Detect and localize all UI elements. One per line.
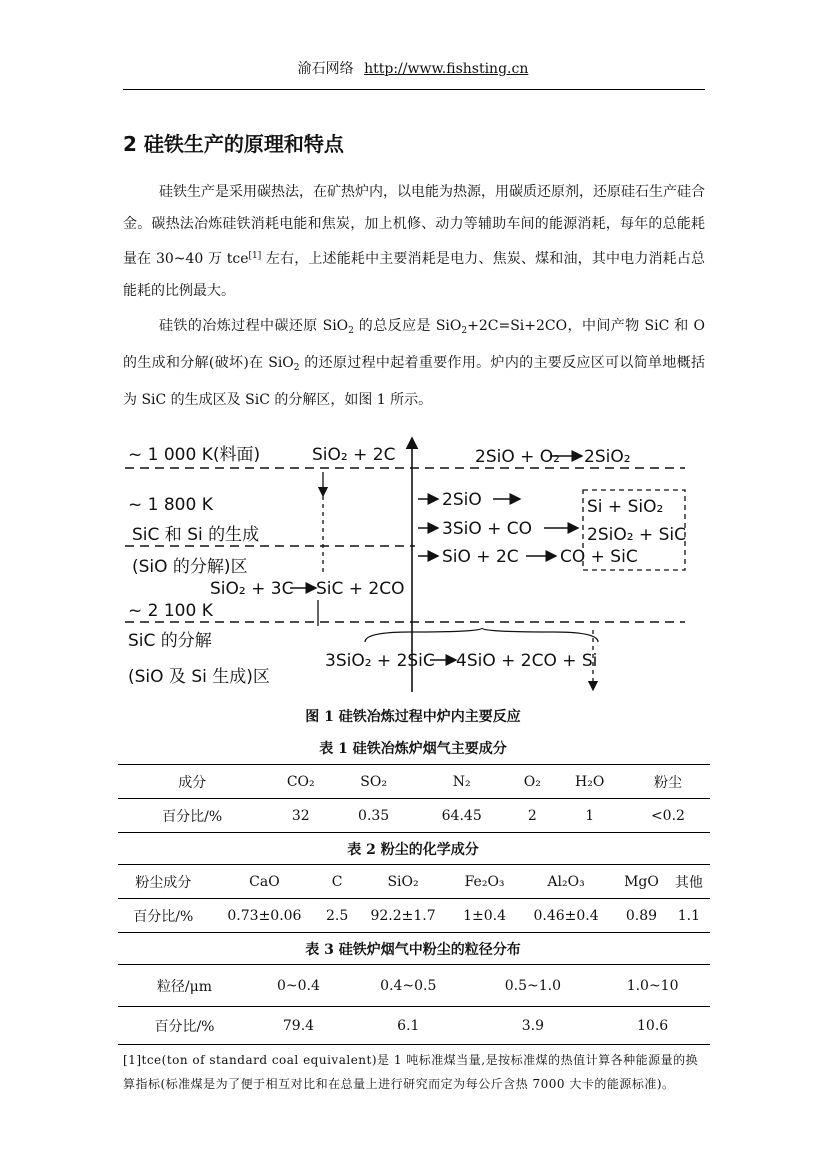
paragraph-1: 硅铁生产是采用碳热法，在矿热炉内，以电能为热源，用碳质还原剂，还原硅石生产硅合金。碳热法冶炼硅铁消耗电能和焦炭，加上机修、动力等辅助车间的能源消耗，每年的总能耗量在 30~40 万 tce[1] 左右，上述能耗中主要消耗是电力、焦炭、煤和油，其中电力消耗占总能耗的比例最大。 xyxy=(123,184,706,299)
table-2-caption: 表 2 粉尘的化学成分 xyxy=(347,842,479,858)
zone-2-title: SiC 和 Si 的生成 xyxy=(132,525,260,545)
table-header-row: 成分 CO₂ SO₂ N₂ O₂ H₂O 粉尘 xyxy=(118,765,710,799)
box-line-1: Si + SiO₂ xyxy=(587,497,664,517)
reaction-top-right-reactants: 2SiO + O₂ xyxy=(475,447,560,467)
citation-ref[interactable]: [1] xyxy=(248,251,262,261)
reaction-mid-3-products: CO + SiC xyxy=(560,547,638,567)
header-site: 渝石网络 xyxy=(297,61,354,77)
table-2 xyxy=(118,864,710,933)
reaction-bottom-reactants: 3SiO₂ + 2SiC xyxy=(325,651,435,671)
reaction-mid-2: 3SiO + CO xyxy=(442,519,533,539)
reaction-mid-3: SiO + 2C xyxy=(442,547,519,567)
paragraph-2: 硅铁的冶炼过程中碳还原 SiO$_2$ 的总反应是 SiO$_2$+2C=Si+2CO，中间产物 SiC 和 O 的生成和分解(破坏)在 SiO$_2$ 的还原过程中起着重要作用。炉内的主要反应区可以简单地概括为 SiC 的生成区及 SiC 的分解区，如图 1 所示。 xyxy=(123,318,706,408)
table-1-caption: 表 1 硅铁冶炼炉烟气主要成分 xyxy=(319,741,507,757)
zone-3-title: SiC 的分解 xyxy=(128,631,212,651)
table-1 xyxy=(118,764,710,833)
table-row: 百分比/% 79.4 6.1 3.9 10.6 xyxy=(118,1007,710,1045)
footnote: [1]tce(ton of standard coal equivalent)是 1 吨标准煤当量,是按标准煤的热值计算各种能源量的换算指标(标准煤是为了便于相互对比和在总量上进行研究而定为每公斤含热 7000 大卡的能源标准)。 xyxy=(123,1053,699,1091)
table-row: 百分比/% 32 0.35 64.45 2 1 <0.2 xyxy=(118,799,710,833)
figure-1-caption: 图 1 硅铁冶炼过程中炉内主要反应 xyxy=(305,709,521,725)
table-3-caption: 表 3 硅铁炉烟气中粉尘的粒径分布 xyxy=(305,942,521,958)
section-title: 2 硅铁生产的原理和特点 xyxy=(123,132,344,156)
table-header-row: 粉尘成分 CaO C SiO₂ Fe₂O₃ Al₂O₃ MgO 其他 xyxy=(118,865,710,899)
header-url-link[interactable]: http://www.fishsting.cn xyxy=(364,61,529,77)
table-header-row: 粒径/μm 0~0.4 0.4~0.5 0.5~1.0 1.0~10 xyxy=(118,965,710,1007)
reaction-mid-1: 2SiO xyxy=(442,490,482,510)
reaction-left-products: SiC + 2CO xyxy=(316,579,405,599)
zone-2-subtitle: (SiO 的分解)区 xyxy=(132,557,248,577)
header-rule xyxy=(123,89,705,90)
figure-1-reaction-diagram xyxy=(120,430,700,702)
table-3 xyxy=(118,964,710,1045)
zone-3-temp: ~ 2 100 K xyxy=(128,601,213,621)
page-header xyxy=(0,58,826,78)
zone-1-label: ~ 1 000 K(料面) xyxy=(128,445,261,465)
reaction-left-reactants: SiO₂ + 3C xyxy=(210,579,294,599)
zone-2-temp: ~ 1 800 K xyxy=(128,495,213,515)
reaction-bottom-products: 4SiO + 2CO + Si xyxy=(456,651,598,671)
reaction-top-right-products: 2SiO₂ xyxy=(584,447,631,467)
zone-3-subtitle: (SiO 及 Si 生成)区 xyxy=(128,667,270,687)
brace xyxy=(365,628,598,642)
reaction-top-left: SiO₂ + 2C xyxy=(312,445,396,465)
box-line-2: 2SiO₂ + SiC xyxy=(587,525,686,545)
table-row: 百分比/% 0.73±0.06 2.5 92.2±1.7 1±0.4 0.46±0.4 0.89 1.1 xyxy=(118,899,710,933)
